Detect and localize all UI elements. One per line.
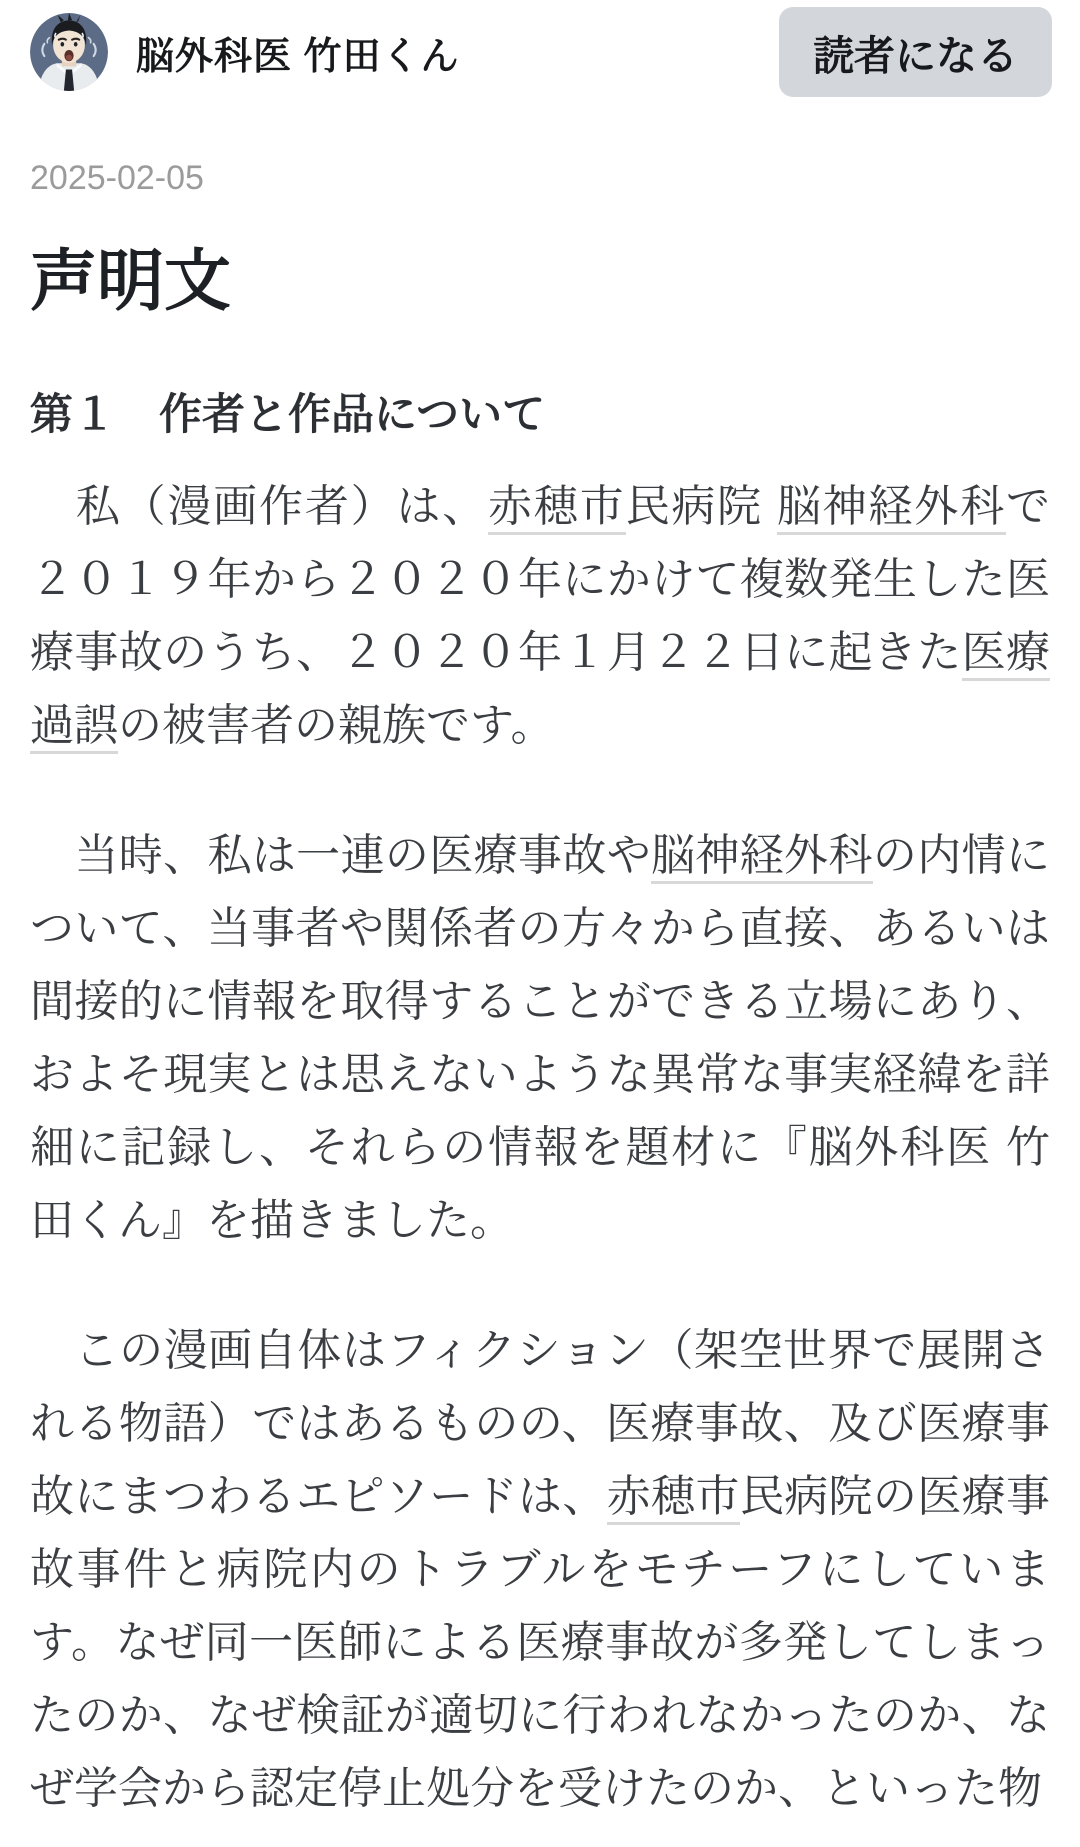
author-avatar-icon bbox=[30, 13, 108, 91]
entry-title[interactable]: 声明文 bbox=[30, 244, 231, 319]
entry-date[interactable]: 2025-02-05 bbox=[30, 159, 204, 197]
keyword-link[interactable]: 脳神経外科 bbox=[651, 831, 873, 884]
blog-title[interactable]: 脳外科医 竹田くん bbox=[136, 35, 460, 78]
section-heading: 第１ 作者と作品について bbox=[30, 391, 546, 439]
subscribe-button[interactable]: 読者になる bbox=[779, 7, 1052, 97]
article-paragraph: 私（漫画作者）は、赤穂市民病院 脳神経外科で２０１９年から２０２０年にかけて複数発生した医療事故のうち、２０２０年１月２２日に起きた医療過誤の被害者の親族です。 bbox=[30, 470, 1050, 762]
article-body bbox=[30, 470, 1050, 1825]
article-paragraph: 当時、私は一連の医療事故や脳神経外科の内情について、当事者や関係者の方々から直接、あるいは間接的に情報を取得することができる立場にあり、およそ現実とは思えないような異常な事実経緯を詳細に記録し、それらの情報を題材に『脳外科医 竹田くん』を描きました。 bbox=[30, 831, 1051, 1246]
keyword-link[interactable]: 赤穂市 bbox=[607, 1472, 740, 1525]
keyword-link[interactable]: 赤穂市 bbox=[488, 482, 625, 535]
keyword-link[interactable]: 脳神経外科 bbox=[777, 482, 1006, 535]
article-paragraph: この漫画自体はフィクション（架空世界で展開される物語）ではあるものの、医療事故、及び医療事故にまつわるエピソードは、赤穂市民病院の医療事故事件と病院内のトラブルをモチーフにしています。なぜ同一医師による医療事故が多発してしまったのか、なぜ検証が適切に行われなかったのか、なぜ学会から認定停止処分を受けたのか、といった物 bbox=[30, 1326, 1051, 1814]
keyword-link[interactable]: 医療過誤 bbox=[30, 628, 1050, 754]
blog-header bbox=[0, 0, 1080, 97]
author-avatar[interactable] bbox=[30, 13, 108, 91]
